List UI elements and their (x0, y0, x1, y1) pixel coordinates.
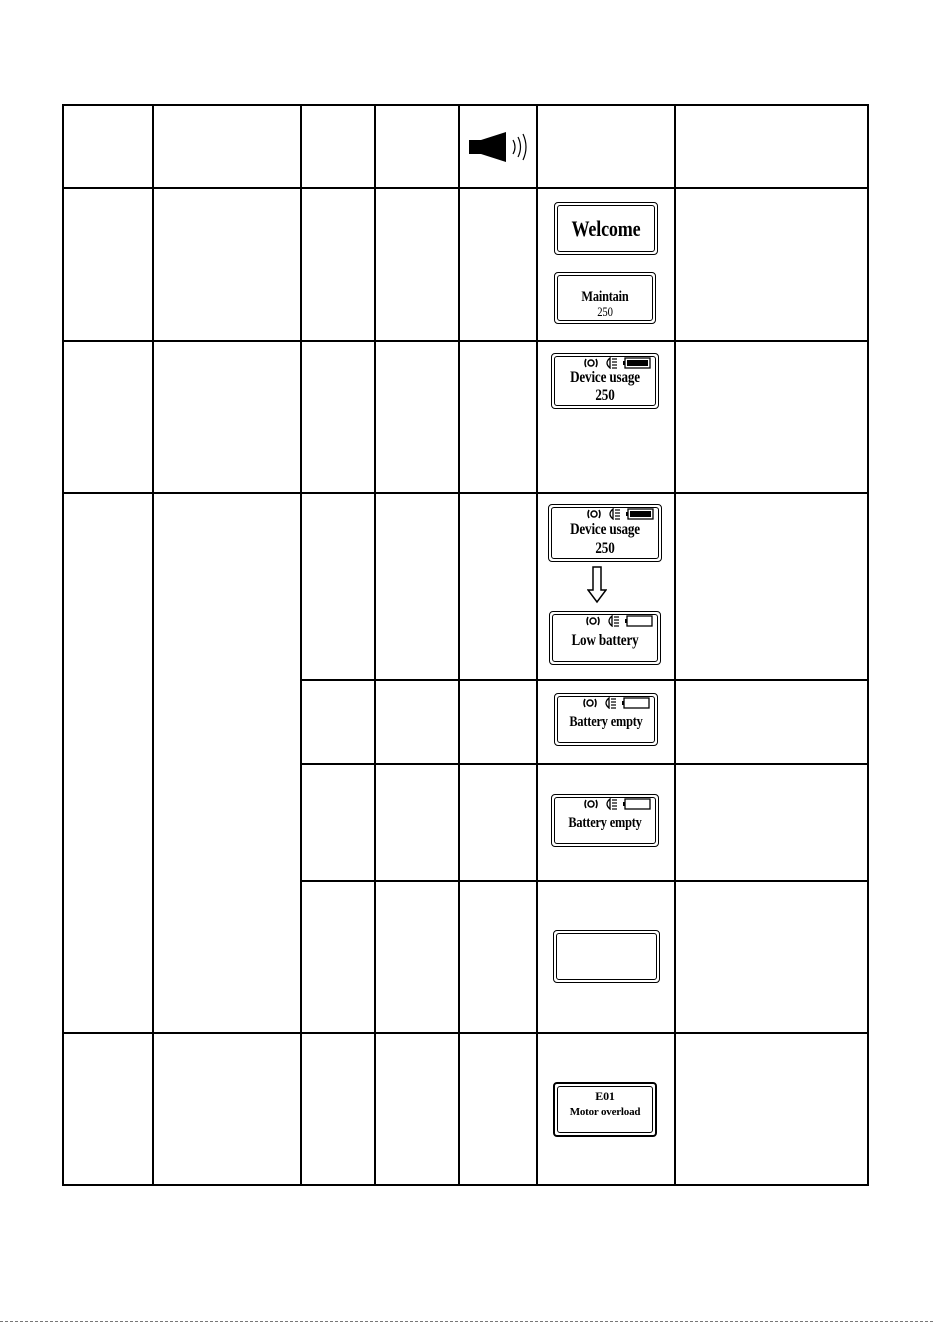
row-divider-3 (62, 1032, 869, 1034)
signal-icon (585, 359, 597, 367)
status-icons (555, 697, 657, 711)
display-battery-empty-2-text: Battery empty (568, 815, 642, 831)
row-divider-1 (62, 340, 869, 342)
table-border-top (62, 104, 869, 106)
display-welcome-text: Welcome (571, 216, 641, 241)
display-device-usage-2-text: Device usage (570, 521, 640, 538)
sub-row-divider-1 (300, 679, 869, 681)
display-device-usage-1 (551, 353, 659, 409)
display-welcome (554, 202, 658, 255)
column-divider-6 (674, 104, 676, 1186)
table-border-bottom (62, 1184, 869, 1186)
display-maintain-text: Maintain (581, 289, 629, 305)
display-device-usage-1-value: 250 (595, 387, 615, 404)
status-icons (550, 615, 660, 629)
column-divider-3 (374, 104, 376, 1186)
display-error (553, 1082, 657, 1137)
status-icons (552, 798, 658, 812)
display-device-usage-2-value: 250 (595, 540, 615, 557)
status-table (62, 104, 869, 1186)
display-battery-empty-1-text: Battery empty (569, 714, 643, 730)
speaker-sound-icon (468, 131, 532, 163)
display-maintain-value: 250 (597, 304, 613, 319)
header-divider (62, 187, 869, 189)
column-divider-4 (458, 104, 460, 1186)
row-divider-2 (62, 492, 869, 494)
display-battery-empty-1 (554, 693, 658, 746)
display-error-text: Motor overload (569, 1106, 641, 1118)
column-divider-1 (152, 104, 154, 1186)
display-battery-empty-2 (551, 794, 659, 847)
display-device-usage-1-text: Device usage (570, 369, 640, 386)
display-low-battery-text: Low battery (571, 632, 639, 649)
sub-row-divider-3 (300, 880, 869, 882)
footer-rule (0, 1321, 933, 1322)
arrow-down-icon (587, 566, 607, 604)
headlight-icon (607, 358, 617, 368)
column-divider-2 (300, 104, 302, 1186)
display-low-battery (549, 611, 661, 665)
sub-row-divider-2 (300, 763, 869, 765)
table-border-left (62, 104, 64, 1186)
display-error-code: E01 (595, 1089, 615, 1103)
column-divider-5 (536, 104, 538, 1186)
status-icons (549, 508, 661, 522)
battery-icon (623, 358, 650, 368)
display-device-usage-2 (548, 504, 662, 562)
table-border-right (867, 104, 869, 1186)
display-maintain (554, 272, 656, 324)
display-blank (553, 930, 660, 983)
